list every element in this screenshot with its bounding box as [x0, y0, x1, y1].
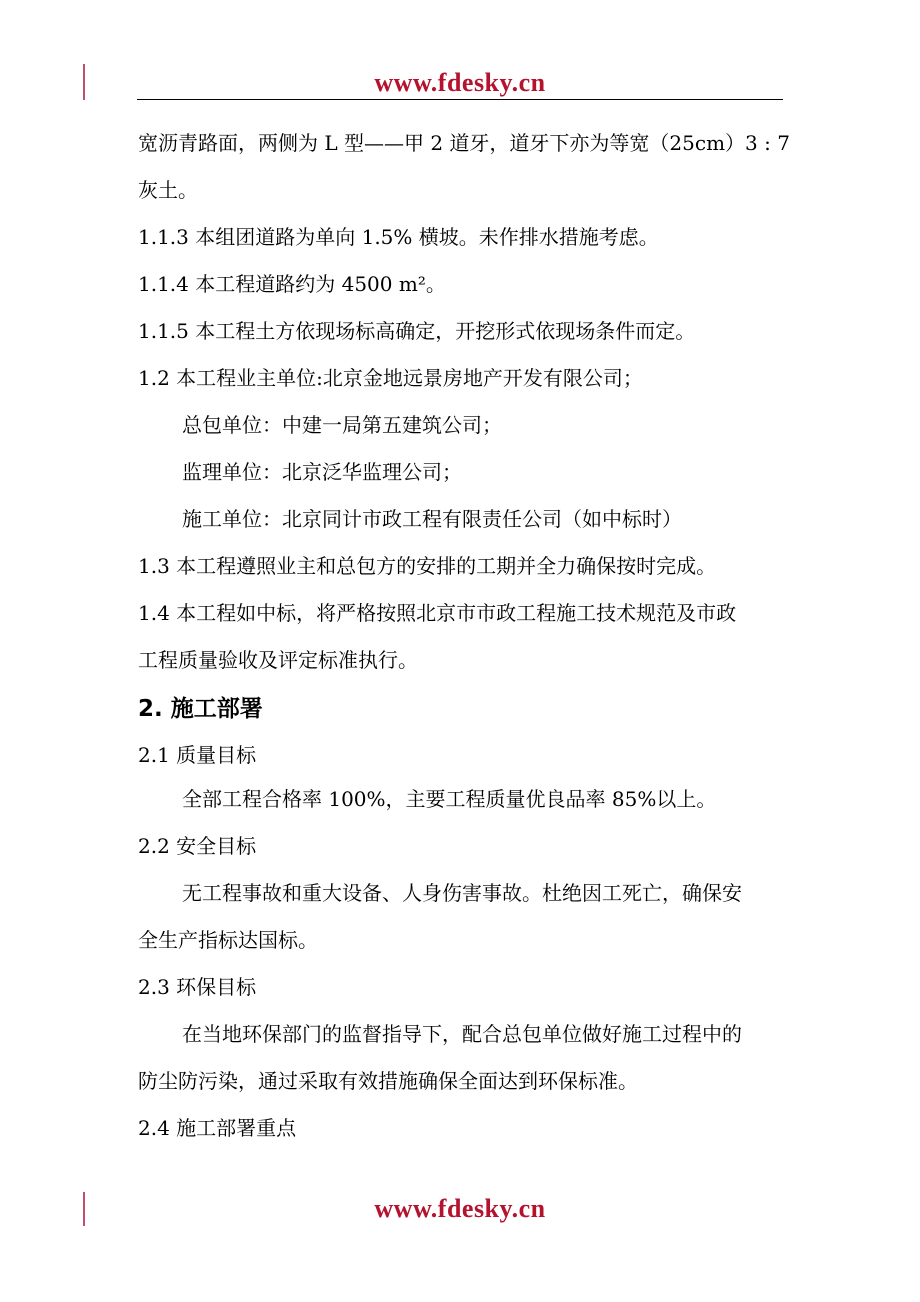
paragraph-line: 1.1.3 本组团道路为单向 1.5% 横坡。未作排水措施考虑。 [138, 225, 659, 249]
paragraph-line: 在当地环保部门的监督指导下，配合总包单位做好施工过程中的 [182, 1022, 742, 1046]
section-heading: 2. 施工部署 [138, 696, 263, 722]
footer-url: www.fdesky.cn [374, 1194, 546, 1223]
subsection-heading: 2.3 环保目标 [138, 975, 257, 999]
paragraph-line: 无工程事故和重大设备、人身伤害事故。杜绝因工死亡，确保安 [182, 881, 742, 905]
paragraph-line: 1.1.4 本工程道路约为 4500 m²。 [138, 272, 446, 296]
paragraph-line: 监理单位：北京泛华监理公司； [182, 460, 462, 484]
paragraph-line: 灰土。 [138, 178, 198, 202]
paragraph-line: 施工单位：北京同计市政工程有限责任公司（如中标时） [182, 507, 682, 531]
paragraph-line: 全部工程合格率 100%，主要工程质量优良品率 85%以上。 [182, 787, 717, 811]
subsection-heading: 2.1 质量目标 [138, 743, 257, 767]
subsection-heading: 2.2 安全目标 [138, 834, 257, 858]
paragraph-line: 1.3 本工程遵照业主和总包方的安排的工期并全力确保按时完成。 [138, 554, 717, 578]
header-rule [137, 99, 783, 100]
paragraph-line: 防尘防污染，通过采取有效措施确保全面达到环保标准。 [138, 1069, 638, 1093]
paragraph-line: 总包单位：中建一局第五建筑公司； [182, 413, 502, 437]
header-url: www.fdesky.cn [374, 68, 546, 97]
paragraph-line: 1.4 本工程如中标，将严格按照北京市市政工程施工技术规范及市政 [138, 601, 737, 625]
paragraph-line: 1.2 本工程业主单位:北京金地远景房地产开发有限公司； [138, 366, 643, 390]
paragraph-line: 全生产指标达国标。 [138, 928, 318, 952]
paragraph-line: 1.1.5 本工程土方依现场标高确定，开挖形式依现场条件而定。 [138, 319, 696, 343]
paragraph-line: 宽沥青路面，两侧为 L 型——甲 2 道牙，道牙下亦为等宽（25cm）3 : 7 [138, 131, 790, 155]
paragraph-line: 工程质量验收及评定标准执行。 [138, 648, 418, 672]
document-body [138, 120, 790, 1152]
subsection-heading: 2.4 施工部署重点 [138, 1116, 297, 1140]
